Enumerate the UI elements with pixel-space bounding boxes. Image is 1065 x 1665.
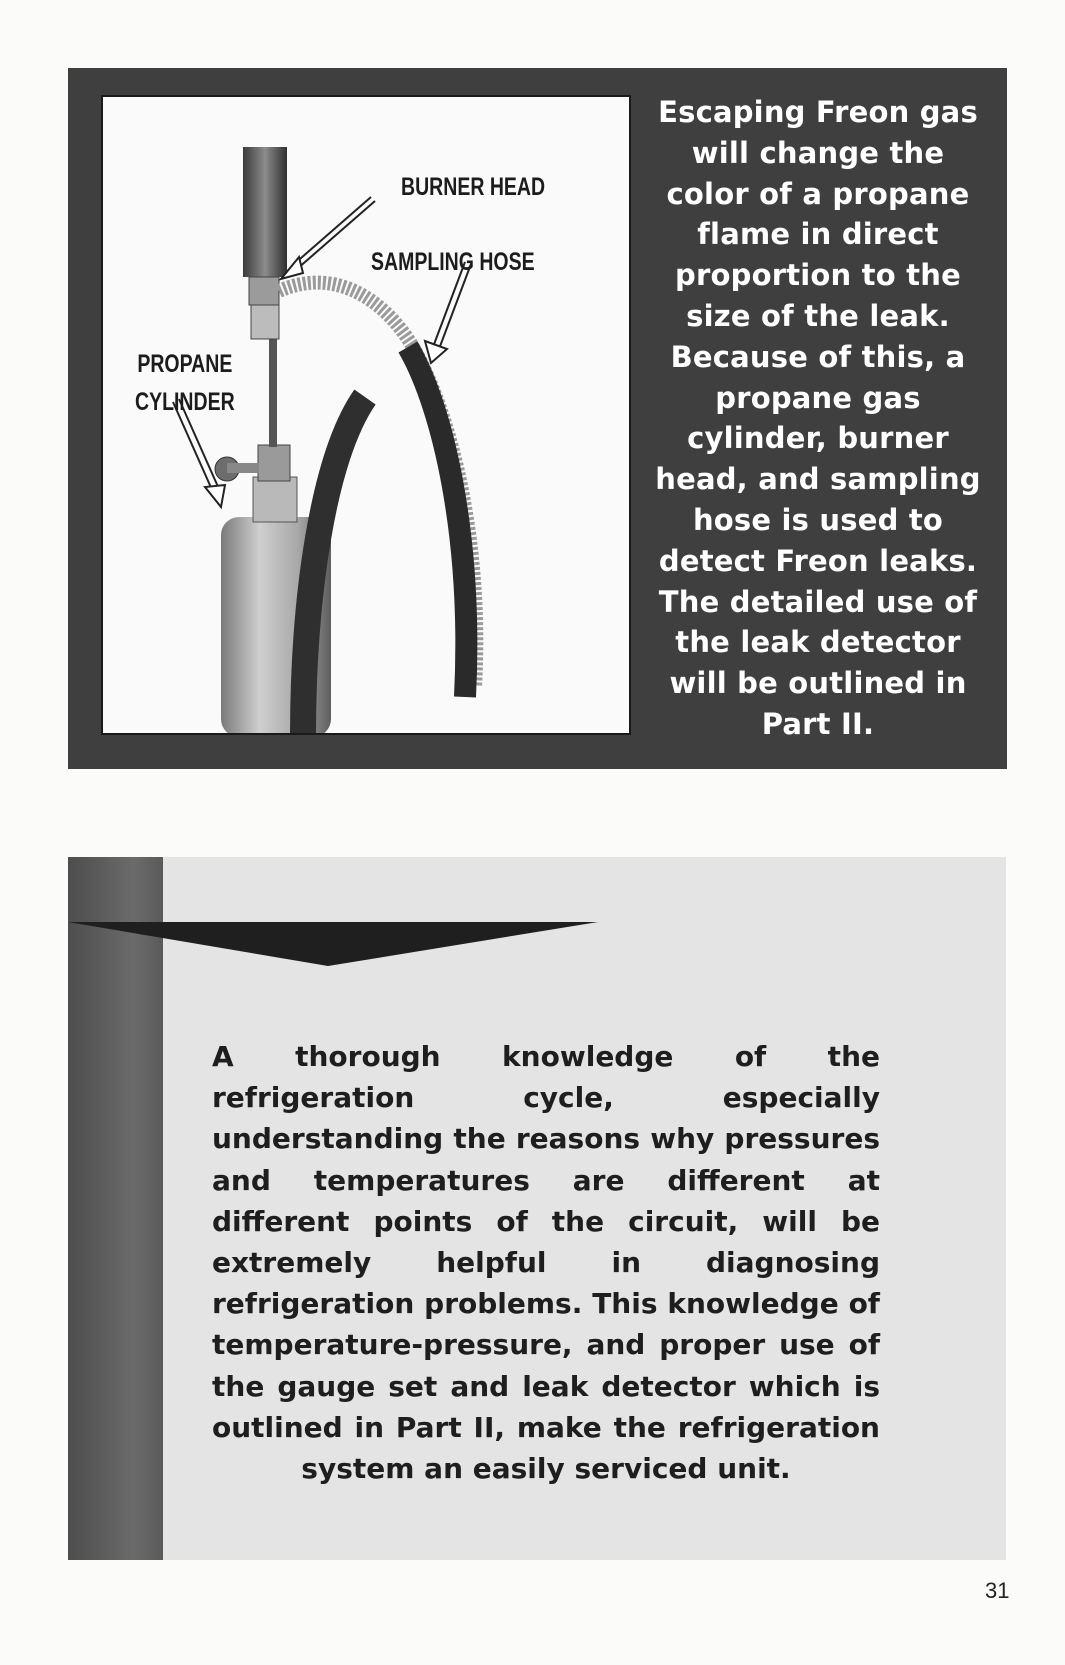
top-panel-text: Escaping Freon gas will change the color of a propane flame in direct proportion to the size of the leak. Because of this, a propane gas cylinder, burner head, and sampling hose is used to detect Freon leaks. The detailed use of the leak detector will be outlined in Part II. [655,95,981,741]
burner-head-label: BURNER HEAD [401,173,546,201]
propane-label-line2: CYLINDER [135,388,235,416]
chevron-decoration [68,908,608,968]
sampling-hose-label: SAMPLING HOSE [371,248,535,276]
bottom-panel-text: A thorough knowledge of the refrigeration cycle, especially understanding the reasons why pressures and temperatures are different at different points of the circuit, will be extremely helpful in diagnosing refrigeration problems. This knowledge of temperature-pressure, and proper use of the gauge set and leak detector which is outlined in Part II, make the refrigeration system an easily serviced unit. [212,1040,880,1486]
propane-cylinder-label [135,345,235,421]
page-number: 31 [985,1578,1010,1603]
propane-label-line1: PROPANE [137,350,233,378]
burner-head [243,147,287,277]
